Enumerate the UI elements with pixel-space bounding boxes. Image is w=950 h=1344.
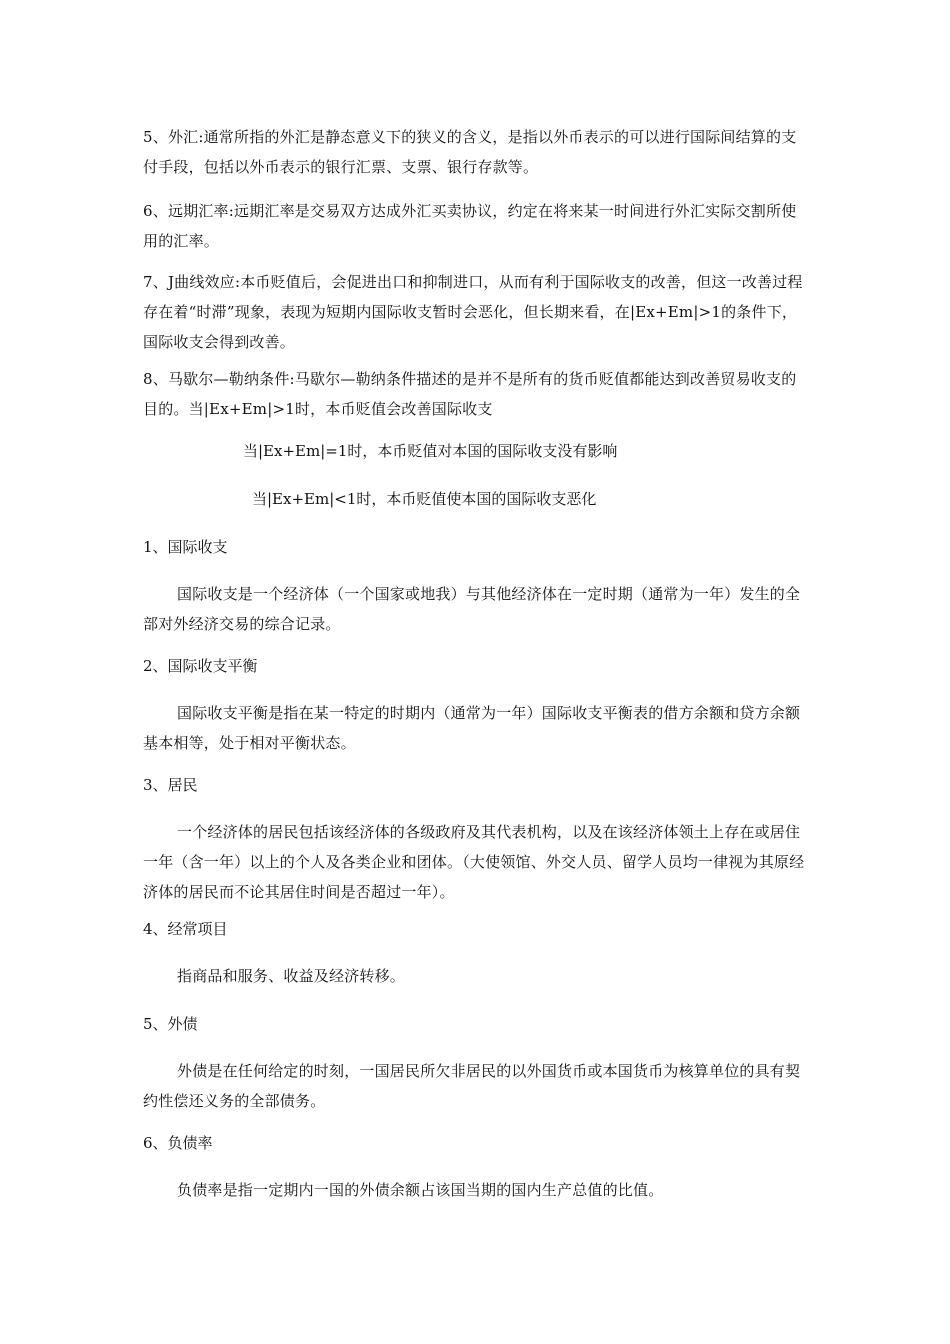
definition-foreign-exchange: 5、外汇:通常所指的外汇是静态意义下的狭义的含义，是指以外币表示的可以进行国际间结算的支付手段，包括以外币表示的银行汇票、支票、银行存款等。 (143, 128, 797, 176)
section-heading-bop-balance: 2、国际收支平衡 (143, 657, 258, 675)
section-body-resident: 一个经济体的居民包括该经济体的各级政府及其代表机构，以及在该经济体领土上存在或居住一年（含一年）以上的个人及各类企业和团体。（大使领馆、外交人员、留学人员均一律视为其原经济体的居民而不论其居住时间是否超过一年）。 (143, 823, 805, 901)
section-heading-resident: 3、居民 (143, 776, 198, 794)
section-body-debt-ratio: 负债率是指一定期内一国的外债余额占该国当期的国内生产总值的比值。 (177, 1181, 664, 1199)
condition-equal-one: 当|Ex+Em|=1时，本币贬值对本国的国际收支没有影响 (243, 442, 618, 460)
section-body-external-debt: 外债是在任何给定的时刻，一国居民所欠非居民的以外国货币或本国货币为核算单位的具有契约性偿还义务的全部债务。 (143, 1062, 801, 1110)
section-heading-external-debt: 5、外债 (143, 1015, 198, 1033)
section-body-current-account: 指商品和服务、收益及经济转移。 (177, 967, 406, 985)
definition-forward-rate: 6、远期汇率:远期汇率是交易双方达成外汇买卖协议，约定在将来某一时间进行外汇实际交割所使用的汇率。 (143, 202, 797, 250)
definition-marshall-lerner: 8、马歇尔—勒纳条件:马歇尔—勒纳条件描述的是并不是所有的货币贬值都能达到改善贸易收支的目的。当|Ex+Em|>1时，本币贬值会改善国际收支 (143, 370, 797, 418)
section-heading-debt-ratio: 6、负债率 (143, 1134, 213, 1152)
condition-less-than-one: 当|Ex+Em|<1时，本币贬值使本国的国际收支恶化 (252, 490, 597, 508)
section-heading-bop: 1、国际收支 (143, 538, 228, 556)
definition-j-curve: 7、J曲线效应:本币贬值后，会促进出口和抑制进口，从而有利于国际收支的改善，但这一改善过程存在着“时滞”现象，表现为短期内国际收支暂时会恶化，但长期来看，在|Ex+Em|>1的条件下，国际收支会得到改善。 (143, 273, 803, 351)
section-body-bop: 国际收支是一个经济体（一个国家或地我）与其他经济体在一定时期（通常为一年）发生的全部对外经济交易的综合记录。 (143, 585, 801, 633)
section-body-bop-balance: 国际收支平衡是指在某一特定的时期内（通常为一年）国际收支平衡表的借方余额和贷方余额基本相等，处于相对平衡状态。 (143, 704, 801, 752)
section-heading-current-account: 4、经常项目 (143, 920, 228, 938)
